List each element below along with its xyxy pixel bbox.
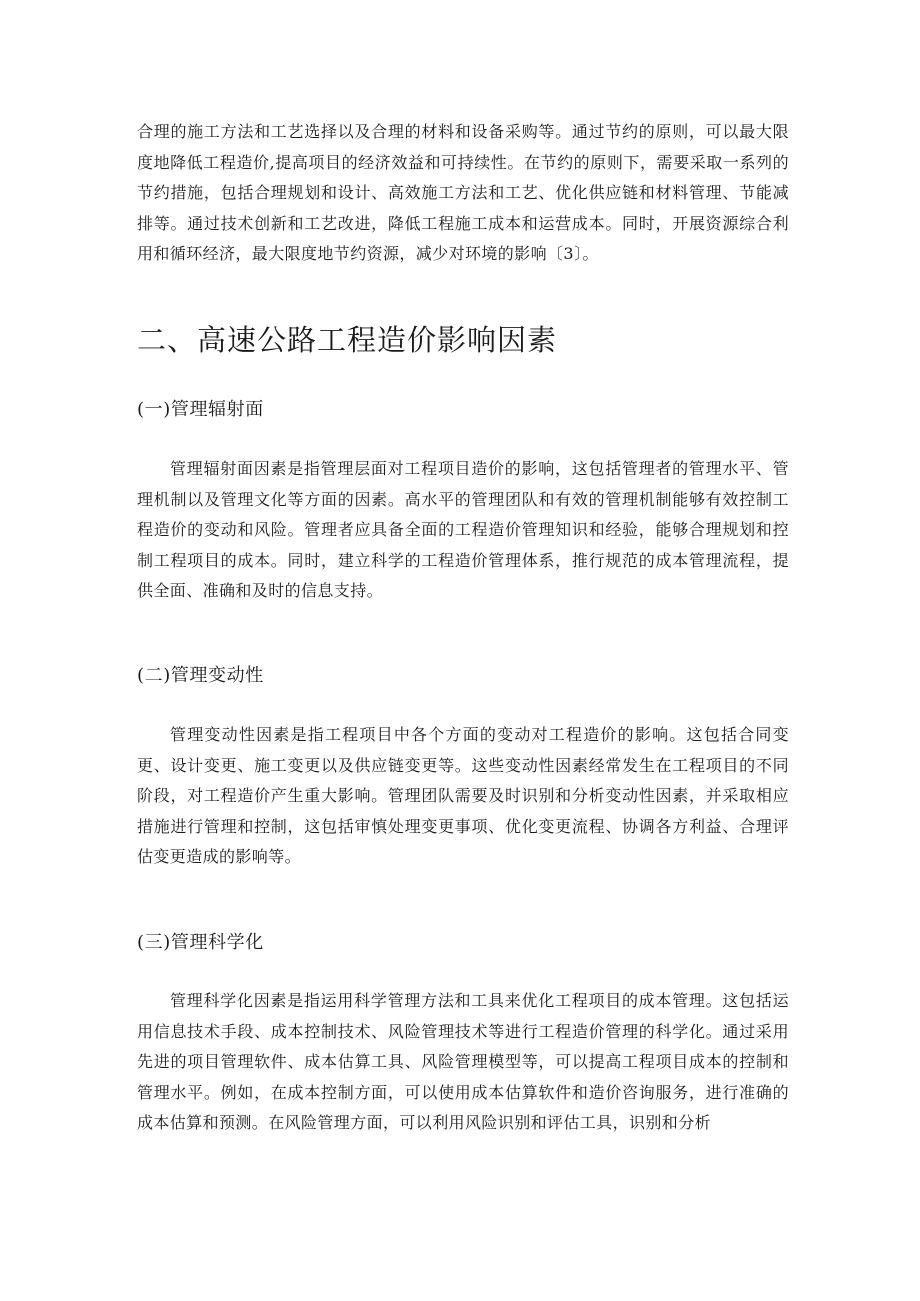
subsection-paragraph-1: 管理辐射面因素是指管理层面对工程项目造价的影响，这包括管理者的管理水平、管理机制以及管理文化等方面的因素。高水平的管理团队和有效的管理机制能够有效控制工程造价的变动和风险。管理者应具备全面的工程造价管理知识和经验，能够合理规划和控制工程项目的成本。同时，建立科学的工程造价管理体系，推行规范的成本管理流程，提供全面、准确和及时的信息支持。	[137, 459, 789, 600]
subsection-paragraph-2: 管理变动性因素是指工程项目中各个方面的变动对工程造价的影响。这包括合同变更、设计变更、施工变更以及供应链变更等。这些变动性因素经常发生在工程项目的不同阶段，对工程造价产生重大影响。管理团队需要及时识别和分析变动性因素，并采取相应措施进行管理和控制，这包括审慎处理变更事项、优化变更流程、协调各方利益、合理评估变更造成的影响等。	[137, 725, 789, 866]
subsection-paragraph-3: 管理科学化因素是指运用科学管理方法和工具来优化工程项目的成本管理。这包括运用信息技术手段、成本控制技术、风险管理技术等进行工程造价管理的科学化。通过采用先进的项目管理软件、成本估算工具、风险管理模型等，可以提高工程项目成本的控制和管理水平。例如，在成本控制方面，可以使用成本估算软件和造价咨询服务，进行准确的成本估算和预测。在风险管理方面，可以利用风险识别和评估工具，识别和分析	[137, 991, 789, 1132]
intro-paragraph: 合理的施工方法和工艺选择以及合理的材料和设备采购等。通过节约的原则，可以最大限度地降低工程造价,提高项目的经济效益和可持续性。在节约的原则下，需要采取一系列的节约措施，包括合理规划和设计、高效施工方法和工艺、优化供应链和材料管理、节能减排等。通过技术创新和工艺改进，降低工程施工成本和运营成本。同时，开展资源综合利用和循环经济，最大限度地节约资源，减少对环境的影响〔3〕。	[137, 122, 789, 263]
subsection-heading-1: (一)管理辐射面	[137, 399, 264, 420]
subsection-heading-2: (二)管理变动性	[137, 665, 264, 686]
subsection-heading-3: (三)管理科学化	[137, 932, 264, 953]
section-heading: 二、高速公路工程造价影响因素	[137, 323, 558, 357]
